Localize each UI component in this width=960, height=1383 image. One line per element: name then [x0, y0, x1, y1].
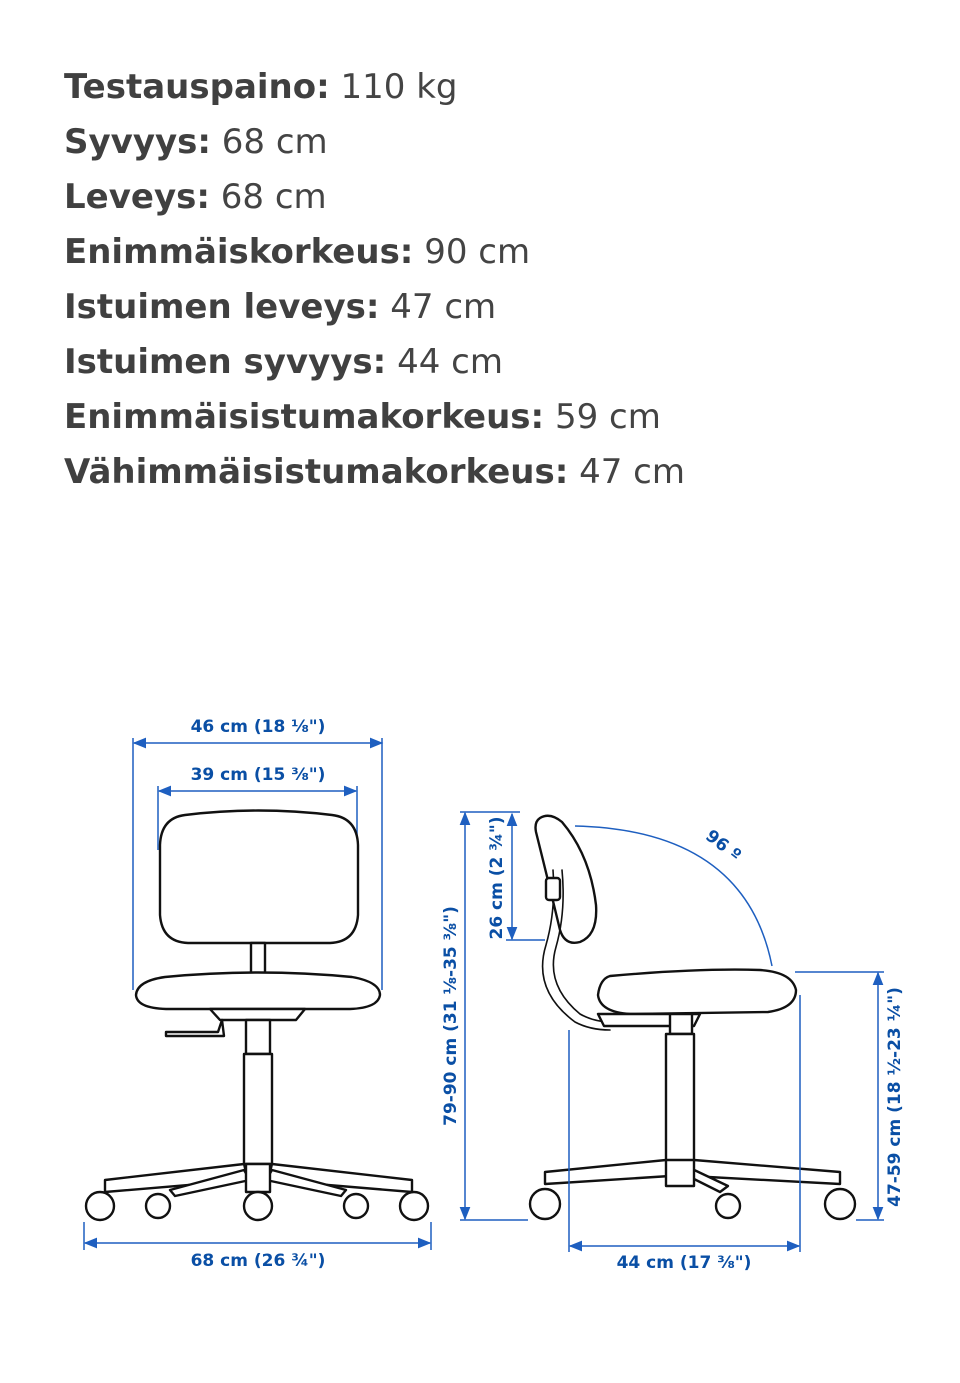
spec-label: Istuimen leveys:: [64, 287, 380, 327]
side-base-leg-left: [545, 1160, 670, 1184]
front-caster-5: [400, 1192, 428, 1220]
spec-value: 68 cm: [220, 177, 327, 217]
side-recline-angle-label: 96 º: [701, 826, 745, 866]
spec-label: Leveys:: [64, 177, 210, 217]
spec-seat-width: [64, 280, 944, 335]
side-caster-3: [825, 1189, 855, 1219]
side-base-hub: [666, 1160, 694, 1186]
front-cylinder: [244, 1054, 272, 1164]
spec-value: 47 cm: [579, 452, 685, 492]
front-caster-1: [86, 1192, 114, 1220]
side-caster-1: [530, 1189, 560, 1219]
front-back-width-label: 39 cm (15 ⅜"): [190, 765, 326, 785]
spec-seat-depth: [64, 335, 944, 390]
spec-label: Istuimen syvyys:: [64, 342, 387, 382]
front-seat-mechanism: [210, 1009, 305, 1020]
side-back-height-label: 26 cm (2 ¾"): [487, 816, 507, 940]
spec-label: Enimmäiskorkeus:: [64, 232, 414, 272]
spec-label: Enimmäisistumakorkeus:: [64, 397, 545, 437]
spec-value: 68 cm: [221, 122, 328, 162]
front-base-width-label: 68 cm (26 ¾"): [190, 1251, 326, 1271]
front-backrest: [160, 811, 358, 944]
side-seat-depth-label: 44 cm (17 ⅜"): [616, 1253, 752, 1273]
side-seat: [598, 970, 796, 1014]
front-caster-3: [244, 1192, 272, 1220]
specs-list: [64, 60, 944, 500]
spec-max-seat-height: [64, 390, 944, 445]
spec-value: 59 cm: [554, 397, 661, 437]
side-backrest: [536, 816, 597, 943]
front-caster-4: [344, 1194, 368, 1218]
spec-label: Syvyys:: [64, 122, 211, 162]
spec-test-weight: [64, 60, 944, 115]
spec-min-seat-height: [64, 445, 944, 500]
front-overall-width-label: 46 cm (18 ⅛"): [190, 717, 326, 737]
front-view-chair: [84, 717, 431, 1271]
side-cylinder: [666, 1034, 694, 1164]
spec-value: 47 cm: [390, 287, 497, 327]
spec-width: [64, 170, 944, 225]
side-back-bracket: [546, 878, 560, 900]
side-recline-arc: [575, 826, 772, 966]
front-seat: [136, 973, 380, 1010]
spec-value: 44 cm: [397, 342, 503, 382]
chair-dimension-diagram: [0, 690, 960, 1290]
side-total-height-label: 79-90 cm (31 ⅛-35 ⅜"): [441, 906, 461, 1126]
side-caster-2: [716, 1194, 740, 1218]
side-seat-height-label: 47-59 cm (18 ½-23 ¼"): [885, 987, 905, 1207]
front-height-lever: [166, 1020, 224, 1036]
spec-value: 110 kg: [340, 67, 458, 107]
spec-value: 90 cm: [424, 232, 531, 272]
side-cylinder-top: [670, 1014, 692, 1034]
side-view-chair: [441, 812, 905, 1273]
front-cylinder-top: [246, 1020, 270, 1054]
spec-depth: [64, 115, 944, 170]
spec-label: Testauspaino:: [64, 67, 330, 107]
front-caster-2: [146, 1194, 170, 1218]
spec-label: Vähimmäisistumakorkeus:: [64, 452, 569, 492]
front-base-hub: [246, 1164, 270, 1192]
spec-max-height: [64, 225, 944, 280]
